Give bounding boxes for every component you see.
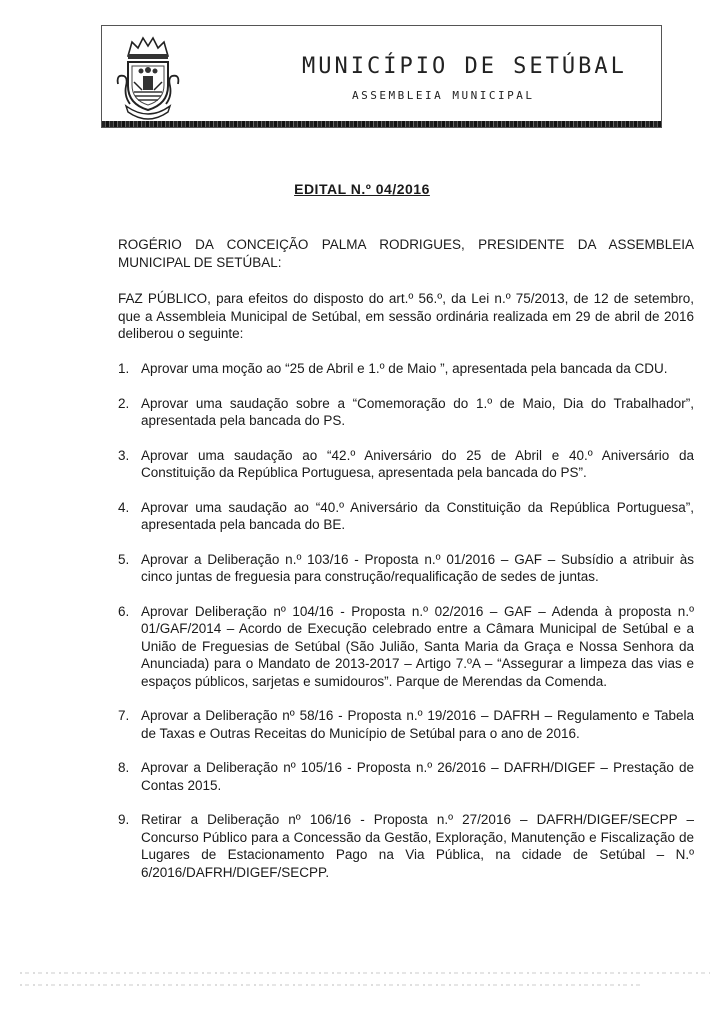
item-text: Aprovar uma saudação sobre a “Comemoração do 1.º de Maio, Dia do Trabalhador”, apresentada pela bancada do PS. [141, 395, 694, 428]
item-number: 6. [118, 603, 130, 619]
assembly-subtitle: ASSEMBLEIA MUNICIPAL [352, 89, 535, 102]
item-text: Aprovar uma moção ao “25 de Abril e 1.º de Maio ”, apresentada pela bancada da CDU. [141, 361, 668, 376]
item-text: Aprovar a Deliberação nº 58/16 - Proposta n.º 19/2016 – DAFRH – Regulamento e Tabela de Taxas e Outras Receitas do Município de Setúbal para o ano de 2016. [141, 708, 694, 741]
item-text: Aprovar uma saudação ao “42.º Aniversário do 25 de Abril e 40.º Aniversário da Constituição da República Portuguesa, apresentada pela bancada do PS”. [141, 447, 694, 480]
list-item [118, 360, 694, 378]
item-text: Aprovar uma saudação ao “40.º Aniversário da Constituição da República Portuguesa”, apresentada pela bancada do BE. [141, 499, 694, 532]
item-number: 8. [118, 760, 130, 775]
list-item [118, 759, 694, 794]
item-number: 2. [118, 395, 130, 411]
list-item [118, 395, 694, 430]
list-item [118, 707, 694, 742]
item-text: Aprovar Deliberação nº 104/16 - Proposta n.º 02/2016 – GAF – Adenda à proposta n.º 01/GAF/2014 – Acordo de Execução celebrado entre a Câmara Municipal de Setúbal e a União de Freguesias de Setúbal (São Julião, Santa Maria da Graça e Nossa Senhora da Anunciada) para o Mandato de 2013-2017 – Artigo 7.ºA – “Assegurar a limpeza das vias e espaços públicos, sarjetas e sumidouros”. Parque de Merendas da Comenda. [141, 603, 694, 689]
footer-scan-noise [20, 972, 710, 974]
letterhead [101, 25, 662, 128]
item-number: 9. [118, 812, 130, 827]
item-number: 7. [118, 708, 130, 723]
list-item [118, 447, 694, 482]
item-text: Retirar a Deliberação nº 106/16 - Proposta n.º 27/2016 – DAFRH/DIGEF/SECPP – Concurso Público para a Concessão da Gestão, Exploração, Manutenção e Fiscalização de Lugares de Estacionamento Pago na Via Pública, na cidade de Setúbal – N.º 6/2016/DAFRH/DIGEF/SECPP. [141, 812, 694, 880]
header-divider-band [102, 121, 661, 127]
deliberations-list [118, 360, 694, 898]
item-number: 5. [118, 551, 130, 567]
list-item [118, 811, 694, 881]
item-text: Aprovar a Deliberação nº 105/16 - Proposta n.º 26/2016 – DAFRH/DIGEF – Prestação de Contas 2015. [141, 760, 694, 793]
faz-publico-paragraph: FAZ PÚBLICO, para efeitos do disposto do art.º 56.º, da Lei n.º 75/2013, de 12 de setembro, que a Assembleia Municipal de Setúbal, em sessão ordinária realizada em 29 de abril de 2016 deliberou o seguinte: [118, 291, 694, 341]
edital-title: EDITAL N.º 04/2016 [294, 181, 430, 197]
list-item [118, 551, 694, 586]
coat-of-arms-icon [114, 34, 182, 120]
municipality-title: MUNICÍPIO DE SETÚBAL [302, 54, 627, 79]
list-item [118, 603, 694, 691]
list-item [118, 499, 694, 534]
intro-paragraph: ROGÉRIO DA CONCEIÇÃO PALMA RODRIGUES, PRESIDENTE DA ASSEMBLEIA MUNICIPAL DE SETÚBAL: [118, 237, 694, 270]
item-text: Aprovar a Deliberação n.º 103/16 - Proposta n.º 01/2016 – GAF – Subsídio a atribuir às cinco juntas de freguesia para construção/requalificação de sedes de juntas. [141, 551, 694, 584]
edital-heading [0, 181, 724, 197]
item-number: 3. [118, 447, 130, 463]
item-number: 4. [118, 499, 130, 515]
item-number: 1. [118, 361, 130, 376]
footer-scan-noise [20, 984, 640, 986]
